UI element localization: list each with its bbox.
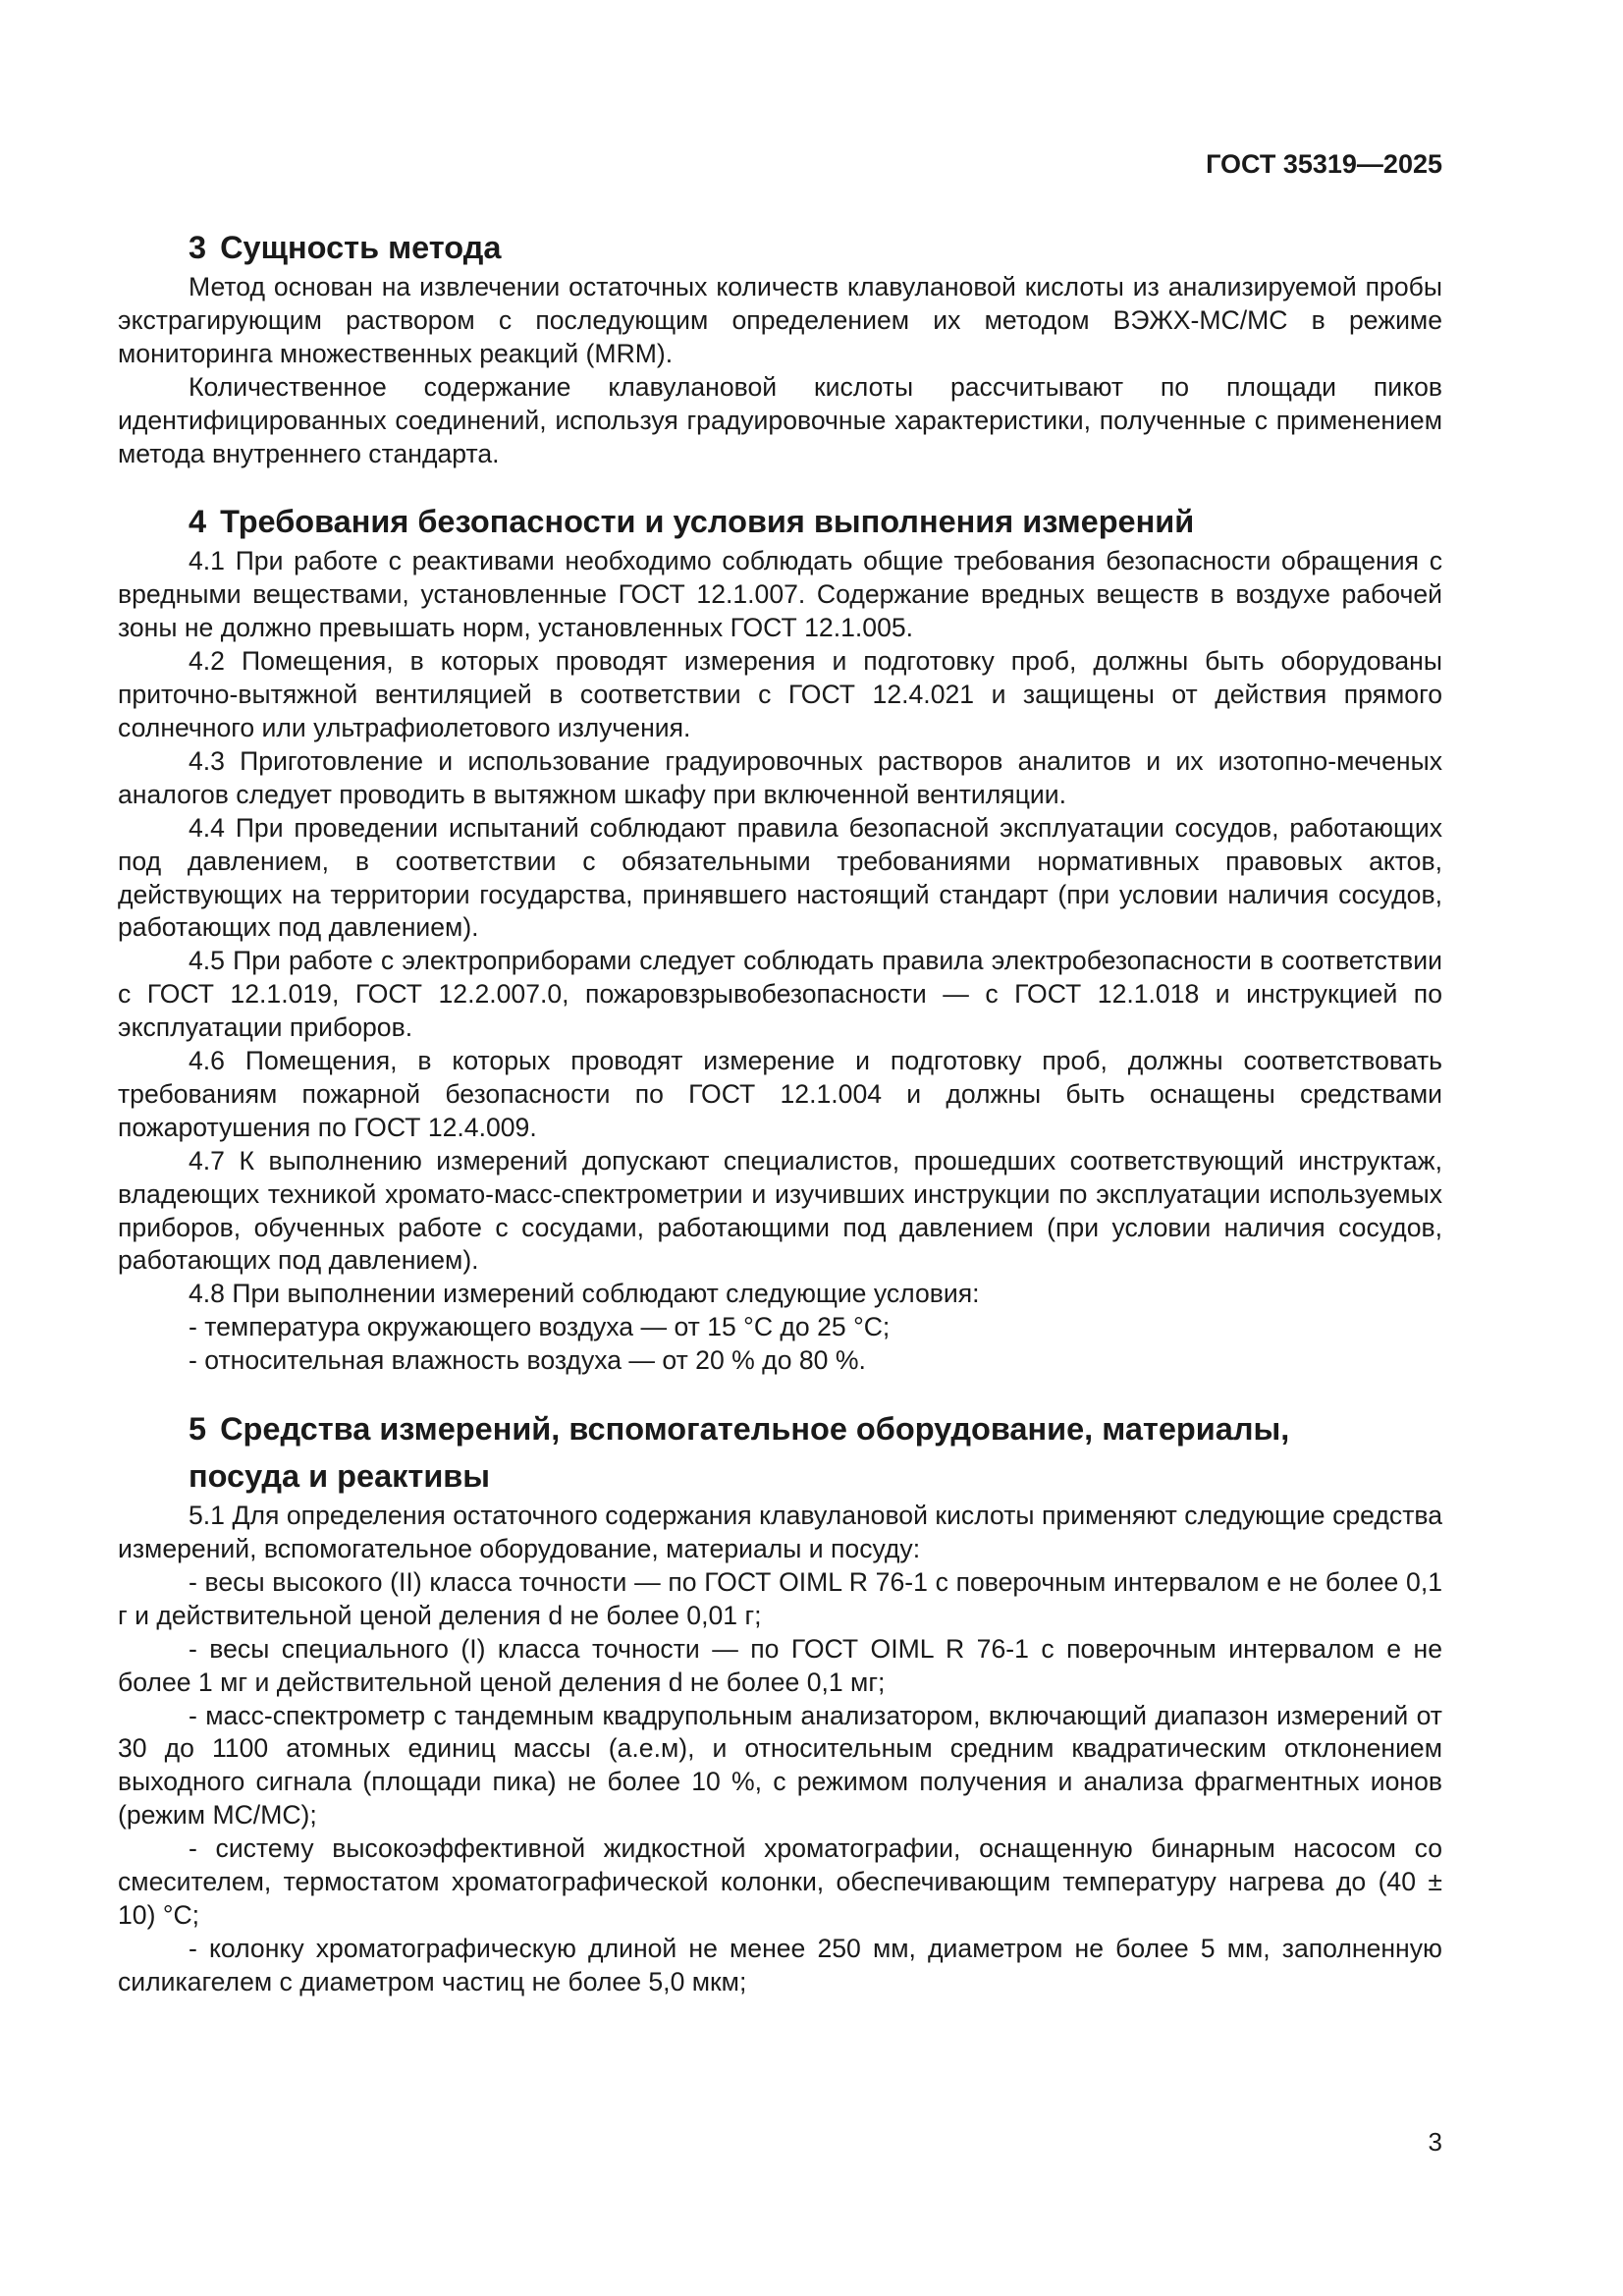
document-code: ГОСТ 35319—2025 <box>1206 149 1442 179</box>
clause-4-3: 4.3 Приготовление и использование градуировочных растворов аналитов и их изотопно-меченых аналогов следует проводить в вытяжном шкафу при включенной вентиляции. <box>118 745 1442 809</box>
condition-item: - температура окружающего воздуха — от 15 °С до 25 °С; <box>189 1312 891 1342</box>
clause-4-5: 4.5 При работе с электроприборами следует соблюдать правила электробезопасности в соответствии с ГОСТ 12.1.019, ГОСТ 12.2.007.0, пожаровзрывобезопасности — с ГОСТ 12.1.018 и инструкцией по эксплуатации приборов. <box>118 946 1442 1043</box>
clause-4-4: 4.4 При проведении испытаний соблюдают правила безопасной эксплуатации сосудов, работающих под давлением, в соответствии с обязательными требованиями нормативных правовых актов, действующих на территории государства, принявшего настоящий стандарт (при условии наличия сосудов, работающих под давлением). <box>118 812 1442 943</box>
section-title-line1: Средства измерений, вспомогательное оборудование, материалы, <box>220 1411 1290 1448</box>
clause-4-2: 4.2 Помещения, в которых проводят измерения и подготовку проб, должны быть оборудованы приточно-вытяжной вентиляцией в соответствии с ГОСТ 12.4.021 и защищены от действия прямого солнечного или ультрафиолетового излучения. <box>118 646 1442 742</box>
section-number: 5 <box>189 1411 207 1448</box>
equipment-item: - систему высокоэффективной жидкостной хроматографии, оснащенную бинарным насосом со смесителем, термостатом хроматографической колонки, обеспечивающим температуру нагрева до (40 ± 10) °С; <box>118 1833 1442 1930</box>
condition-item: - относительная влажность воздуха — от 20 % до 80 %. <box>189 1345 866 1376</box>
page-number: 3 <box>1428 2127 1442 2157</box>
clause-4-6: 4.6 Помещения, в которых проводят измерение и подготовку проб, должны соответствовать требованиям пожарной безопасности по ГОСТ 12.1.004 и должны быть оснащены средствами пожаротушения по ГОСТ 12.4.009. <box>118 1046 1442 1142</box>
section-4 <box>118 498 1442 1378</box>
section-4-heading <box>118 498 1442 545</box>
equipment-item: - колонку хроматографическую длиной не менее 250 мм, диаметром не более 5 мм, заполненную силикагелем с диаметром частиц не более 5,0 мкм; <box>118 1933 1442 1996</box>
equipment-item: - весы специального (I) класса точности — по ГОСТ OIML R 76-1 с поверочным интервалом е не более 1 мг и действительной ценой деления d не более 0,1 мг; <box>118 1633 1442 1697</box>
paragraph: Количественное содержание клавулановой кислоты рассчитывают по площади пиков идентифицированных соединений, используя градуировочные характеристики, полученные с применением метода внутреннего стандарта. <box>118 371 1442 468</box>
clause-4-8: 4.8 При выполнении измерений соблюдают следующие условия: <box>189 1279 980 1309</box>
section-title-line2: посуда и реактивы <box>189 1458 491 1495</box>
section-number: 3 <box>189 230 207 265</box>
clause-4-1: 4.1 При работе с реактивами необходимо соблюдать общие требования безопасности обращения с вредными веществами, установленные ГОСТ 12.1.007. Содержание вредных веществ в воздухе рабочей зоны не должно превышать норм, установленных ГОСТ 12.1.005. <box>118 546 1442 643</box>
paragraph: Метод основан на извлечении остаточных количеств клавулановой кислоты из анализируемой пробы экстрагирующим раствором с последующим определением их методом ВЭЖХ-МС/МС в режиме мониторинга множественных реакций (MRM). <box>118 272 1442 368</box>
section-3 <box>118 224 1442 470</box>
clause-5-1: 5.1 Для определения остаточного содержания клавулановой кислоты применяют следующие средства измерений, вспомогательное оборудование, материалы и посуду: <box>118 1501 1442 1563</box>
equipment-item: - весы высокого (II) класса точности — по ГОСТ OIML R 76-1 с поверочным интервалом е не более 0,1 г и действительной ценой деления d не более 0,01 г; <box>118 1566 1442 1630</box>
page-content <box>118 224 1442 2027</box>
section-title: Требования безопасности и условия выполнения измерений <box>220 504 1195 540</box>
section-5 <box>118 1405 1442 1999</box>
section-number: 4 <box>189 504 207 540</box>
section-title: Сущность метода <box>220 230 502 265</box>
section-5-heading <box>118 1405 1442 1500</box>
equipment-item: - масс-спектрометр с тандемным квадрупольным анализатором, включающий диапазон измерений от 30 до 1100 атомных единиц массы (а.е.м), и относительным средним квадратическим отклонением выходного сигнала (площади пика) не более 10 %, с режимом получения и анализа фрагментных ионов (режим МС/МС); <box>118 1700 1442 1831</box>
section-3-heading <box>118 224 1442 271</box>
clause-4-7: 4.7 К выполнению измерений допускают специалистов, прошедших соответствующий инструктаж, владеющих техникой хромато-масс-спектрометрии и изучивших инструкции по эксплуатации используемых приборов, обученных работе с сосудами, работающими под давлением (при условии наличия сосудов, работающих под давлением). <box>118 1145 1442 1276</box>
